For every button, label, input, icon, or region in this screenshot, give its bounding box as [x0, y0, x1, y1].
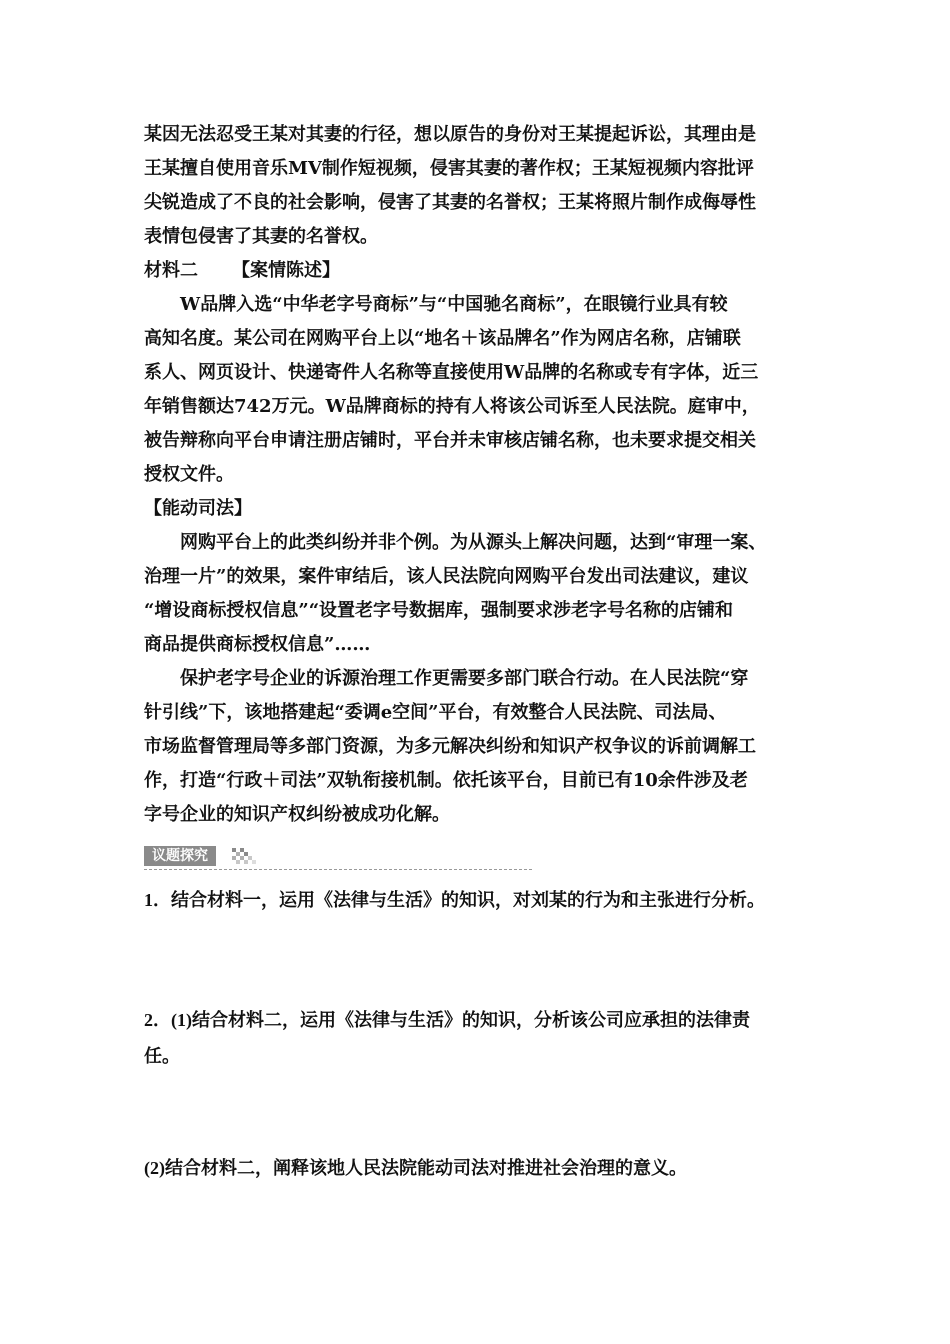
question-1	[144, 882, 814, 918]
text-line: 被告辩称向平台申请注册店铺时，平台并未审核店铺名称，也未要求提交相关	[144, 430, 756, 451]
content-column	[144, 118, 814, 1186]
question-2-part-1	[144, 1002, 814, 1074]
text-line: 市场监督管理局等多部门资源，为多元解决纠纷和知识产权争议的诉前调解工	[144, 736, 756, 757]
text-line: 字号企业的知识产权纠纷被成功化解。	[144, 804, 450, 825]
text-line: 治理一片”的效果，案件审结后，该人民法院向网购平台发出司法建议，建议	[144, 566, 749, 587]
text-line: 针引线”下，该地搭建起“委调e空间”平台，有效整合人民法院、司法局、	[144, 702, 727, 723]
text-line: “增设商标授权信息”“设置老字号数据库，强制要求涉老字号名称的店铺和	[144, 600, 734, 621]
text-line: 作，打造“行政＋司法”双轨衔接机制。依托该平台，目前已有10余件涉及老	[144, 770, 748, 791]
text-line: 表情包侵害了其妻的名誉权。	[144, 226, 378, 247]
text-line: 尖锐造成了不良的社会影响，侵害了其妻的名誉权；王某将照片制作成侮辱性	[144, 192, 756, 213]
text-line: 商品提供商标授权信息”……	[144, 634, 371, 655]
text-line: 系人、网页设计、快递寄件人名称等直接使用W品牌的名称或专有字体，近三	[144, 362, 759, 383]
question-2-part-2	[144, 1150, 814, 1186]
text-line: 王某擅自使用音乐MV制作短视频，侵害其妻的著作权；王某短视频内容批评	[144, 158, 754, 179]
text-line: 网购平台上的此类纠纷并非个例。为从源头上解决问题，达到“审理一案、	[180, 532, 767, 553]
material1-tail	[144, 118, 814, 254]
text-line: 授权文件。	[144, 464, 234, 485]
question-text: 任。	[144, 1046, 180, 1066]
banner-divider	[144, 869, 532, 870]
text-line: 高知名度。某公司在网购平台上以“地名＋该品牌名”作为网店名称，店铺联	[144, 328, 741, 349]
pixel-pattern-icon	[232, 846, 262, 866]
question-text: 1．结合材料一，运用《法律与生活》的知识，对刘某的行为和主张进行分析。	[144, 890, 765, 910]
material2-heading	[144, 254, 814, 288]
judicial-heading: 【能动司法】	[144, 498, 252, 519]
material2-label: 材料二	[144, 260, 198, 281]
judicial-paragraph-2	[144, 662, 814, 832]
text-line: 保护老字号企业的诉源治理工作更需要多部门联合行动。在人民法院“穿	[180, 668, 749, 689]
case-statement-heading: 【案情陈述】	[232, 260, 340, 281]
question-text: (2)结合材料二，阐释该地人民法院能动司法对推进社会治理的意义。	[144, 1158, 687, 1178]
topic-banner-label: 议题探究	[144, 846, 216, 866]
question-text: 2．(1)结合材料二，运用《法律与生活》的知识，分析该公司应承担的法律责	[144, 1010, 750, 1030]
text-line: 年销售额达742万元。W品牌商标的持有人将该公司诉至人民法院。庭审中，	[144, 396, 760, 417]
judicial-paragraph-1	[144, 526, 814, 662]
material2-body	[144, 288, 814, 492]
text-line: 某因无法忍受王某对其妻的行径，想以原告的身份对王某提起诉讼，其理由是	[144, 124, 756, 145]
text-line: W品牌入选“中华老字号商标”与“中国驰名商标”，在眼镜行业具有较	[180, 294, 728, 315]
topic-banner	[144, 836, 814, 876]
